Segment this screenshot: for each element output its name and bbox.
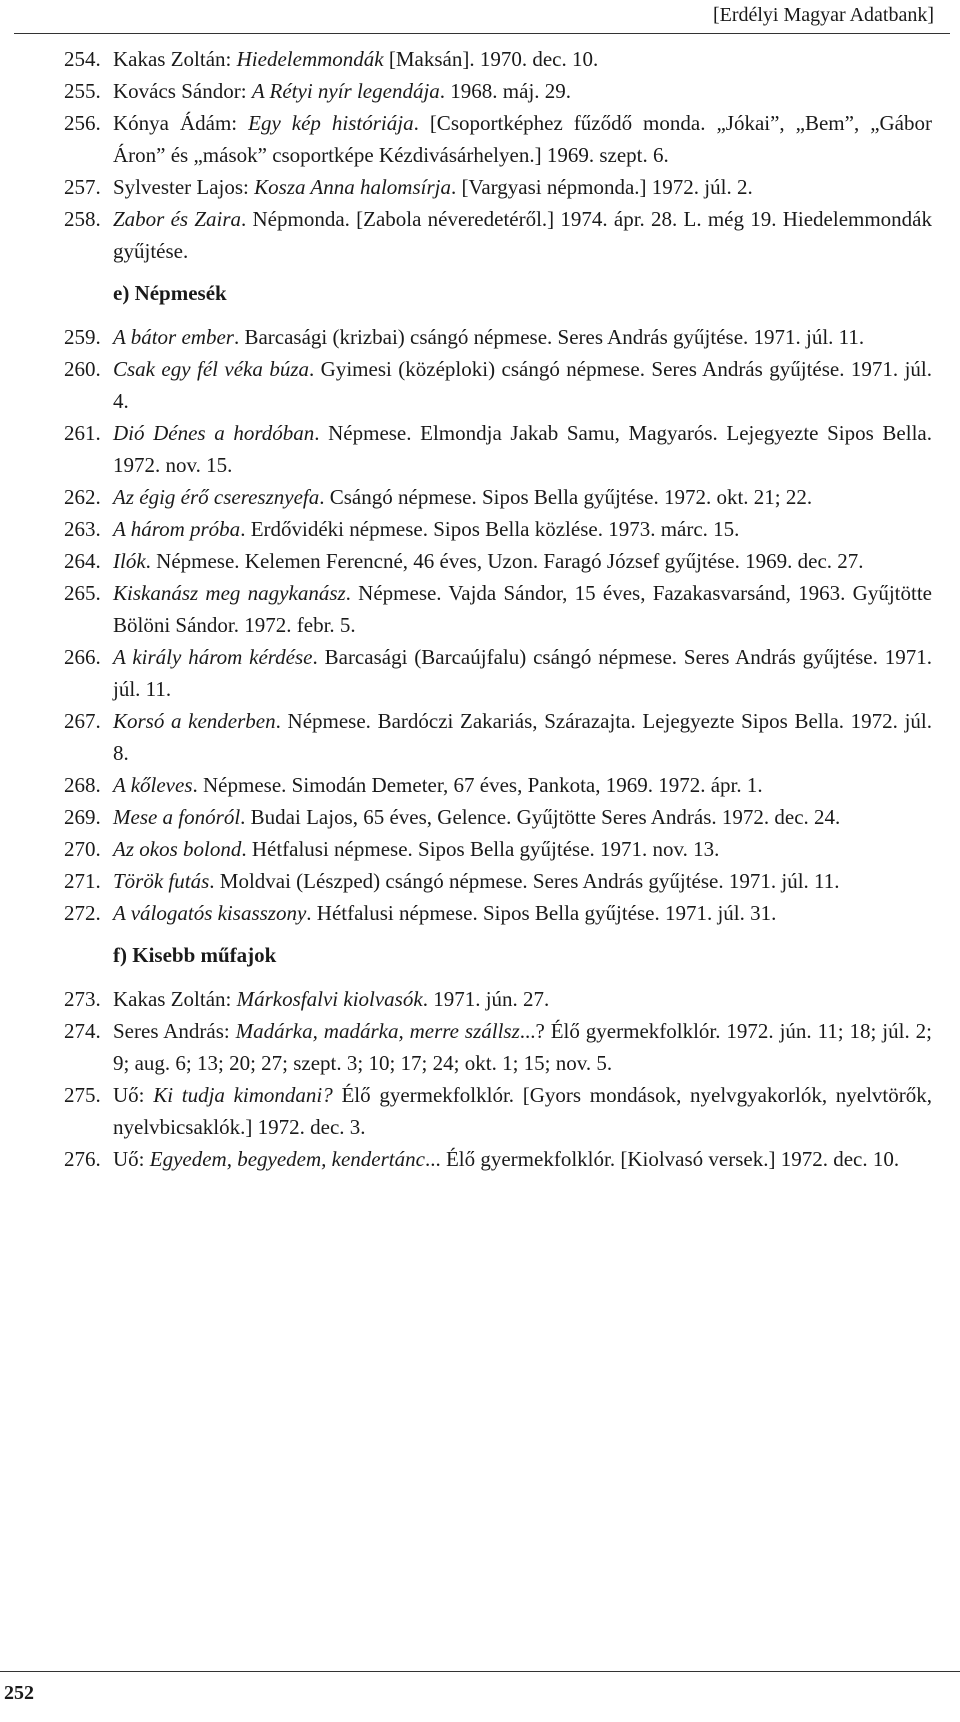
entry-number: 257. (64, 175, 101, 199)
entry-author: Uő: (113, 1147, 150, 1171)
entry-author: Kakas Zoltán: (113, 47, 237, 71)
entry-number: 260. (64, 357, 101, 381)
entry-details: . Gyimesi (középloki) csángó népmese. Seres András gyűjtése. 1971. júl. 4. (113, 357, 932, 413)
entry-details: . Népmese. Vajda Sándor, 15 éves, Fazakasvarsánd, 1963. Gyűjtötte Bölöni Sándor. 1972. febr. 5. (113, 581, 932, 637)
entry-number: 271. (64, 869, 101, 893)
header-divider (14, 33, 950, 34)
entry-title: Zabor és Zaira (113, 207, 242, 231)
list-item (64, 769, 932, 801)
entry-number: 273. (64, 987, 101, 1011)
entry-details: . Barcasági (krizbai) csángó népmese. Seres András gyűjtése. 1971. júl. 11. (233, 325, 865, 349)
entry-title: Török futás (113, 869, 210, 893)
entry-details: . [Vargyasi népmonda.] 1972. júl. 2. (450, 175, 753, 199)
list-item (64, 203, 932, 267)
entry-number: 272. (64, 901, 101, 925)
list-item (64, 107, 932, 171)
list-item (64, 353, 932, 417)
entry-number: 256. (64, 111, 101, 135)
entry-title: Dió Dénes a hordóban (113, 421, 315, 445)
entry-number: 259. (64, 325, 101, 349)
entry-title: Hiedelemmondák (236, 47, 384, 71)
entry-details: . Barcasági (Barcaújfalu) csángó népmese. Seres András gyűjtése. 1971. júl. 11. (113, 645, 932, 701)
entry-number: 265. (64, 581, 101, 605)
entry-details: . Moldvai (Lészped) csángó népmese. Seres András gyűjtése. 1971. júl. 11. (209, 869, 840, 893)
entry-title: Csak egy fél véka búza (113, 357, 309, 381)
entry-details: ... Élő gyermekfolklór. [Kiolvasó versek.] 1972. dec. 10. (424, 1147, 900, 1171)
entry-details: . Népmese. Bardóczi Zakariás, Szárazajta. Lejegyezte Sipos Bella. 1972. júl. 8. (113, 709, 933, 765)
entry-number: 258. (64, 207, 101, 231)
entry-title: Egyedem, begyedem, kendertánc (149, 1147, 425, 1171)
entry-number: 261. (64, 421, 101, 445)
entry-author: Kakas Zoltán: (113, 987, 237, 1011)
entry-number: 276. (64, 1147, 101, 1171)
entry-details: . Hétfalusi népmese. Sipos Bella gyűjtése. 1971. júl. 31. (306, 901, 777, 925)
entry-number: 254. (64, 47, 101, 71)
entry-author: Kovács Sándor: (113, 79, 252, 103)
entry-number: 264. (64, 549, 101, 573)
list-item (64, 43, 932, 75)
list-item (64, 705, 932, 769)
section-heading-nepmesek: e) Népmesék (113, 281, 227, 305)
entry-author: Seres András: (113, 1019, 236, 1043)
entry-number: 263. (64, 517, 101, 541)
page-number: 252 (4, 1682, 34, 1704)
entry-details: . Erdővidéki népmese. Sipos Bella közlése. 1973. márc. 15. (240, 517, 740, 541)
entry-title: Kosza Anna halomsírja (254, 175, 451, 199)
entry-details: . Népmese. Elmondja Jakab Samu, Magyarós. Lejegyezte Sipos Bella. 1972. nov. 15. (113, 421, 932, 477)
entry-details: Élő gyermekfolklór. [Gyors mondások, nyelvgyakorlók, nyelvtörők, nyelvbicsaklók.] 1972. dec. 3. (113, 1083, 932, 1139)
footer-divider (0, 1671, 960, 1672)
list-item (64, 1015, 932, 1079)
section-heading-kisebb-mufajok: f) Kisebb műfajok (113, 943, 277, 967)
entry-title: A király három kérdése (113, 645, 313, 669)
entry-title: A kőleves (113, 773, 193, 797)
list-item (64, 481, 932, 513)
entry-details: . Népmese. Simodán Demeter, 67 éves, Pankota, 1969. 1972. ápr. 1. (192, 773, 763, 797)
entry-title: A három próba (113, 517, 241, 541)
entry-number: 275. (64, 1083, 101, 1107)
entry-author: Sylvester Lajos: (113, 175, 255, 199)
entry-details: . Budai Lajos, 65 éves, Gelence. Gyűjtötte Seres András. 1972. dec. 24. (240, 805, 841, 829)
list-item (64, 833, 932, 865)
entry-title: A bátor ember (113, 325, 234, 349)
entry-details: . Hétfalusi népmese. Sipos Bella gyűjtése. 1971. nov. 13. (241, 837, 720, 861)
entry-author: Kónya Ádám: (113, 111, 249, 135)
entry-details: . 1968. máj. 29. (439, 79, 572, 103)
entry-number: 270. (64, 837, 101, 861)
entry-details: . Népmese. Kelemen Ferencné, 46 éves, Uzon. Faragó József gyűjtése. 1969. dec. 27. (145, 549, 864, 573)
entry-title: Madárka, madárka, merre szállsz (235, 1019, 520, 1043)
header-label: [Erdélyi Magyar Adatbank] (712, 4, 934, 26)
entry-title: Ki tudja kimondani? (153, 1083, 333, 1107)
list-item (64, 1079, 932, 1143)
entry-details: [Maksán]. 1970. dec. 10. (383, 47, 599, 71)
entry-title: Ilók (113, 549, 146, 573)
entry-title: Korsó a kenderben (113, 709, 276, 733)
list-item (64, 513, 932, 545)
entry-title: Az okos bolond (113, 837, 242, 861)
entry-title: Kiskanász meg nagykanász (113, 581, 346, 605)
bibliography-list (64, 43, 932, 1175)
entry-title: Az égig érő cseresznyefa (113, 485, 320, 509)
list-item (64, 417, 932, 481)
entry-number: 255. (64, 79, 101, 103)
list-item (64, 801, 932, 833)
entry-details: . Népmonda. [Zabola néveredetéről.] 1974. ápr. 28. L. még 19. Hiedelemmondák gyűjtése. (113, 207, 933, 263)
entry-details: . Csángó népmese. Sipos Bella gyűjtése. 1972. okt. 21; 22. (319, 485, 813, 509)
entry-title: A válogatós kisasszony (113, 901, 307, 925)
list-item (64, 897, 932, 929)
entry-number: 266. (64, 645, 101, 669)
entry-title: Mese a fonóról (113, 805, 241, 829)
entry-number: 262. (64, 485, 101, 509)
entry-title: Márkosfalvi kiolvasók (236, 987, 423, 1011)
list-item (64, 1143, 932, 1175)
entry-author: Uő: (113, 1083, 154, 1107)
entry-number: 267. (64, 709, 101, 733)
entry-details: . 1971. jún. 27. (422, 987, 550, 1011)
entry-title: Egy kép históriája (248, 111, 414, 135)
list-item (64, 983, 932, 1015)
list-item (64, 545, 932, 577)
entry-details: . [Csoportképhez fűződő monda. „Jókai”, „Bem”, „Gábor Áron” és „mások” csoportképe Kézdivásárhelyen.] 1969. szept. 6. (113, 111, 932, 167)
entry-number: 274. (64, 1019, 101, 1043)
list-item (64, 171, 932, 203)
list-item (64, 75, 932, 107)
entry-title: A Rétyi nyír legendája (251, 79, 440, 103)
entry-number: 269. (64, 805, 101, 829)
list-item (64, 641, 932, 705)
entry-number: 268. (64, 773, 101, 797)
list-item (64, 577, 932, 641)
list-item (64, 865, 932, 897)
entry-details: ...? Élő gyermekfolklór. 1972. jún. 11; 18; júl. 2; 9; aug. 6; 13; 20; 27; szept. 3; 10; 17; 24; okt. 1; 15; nov. 5. (113, 1019, 932, 1075)
list-item (64, 321, 932, 353)
